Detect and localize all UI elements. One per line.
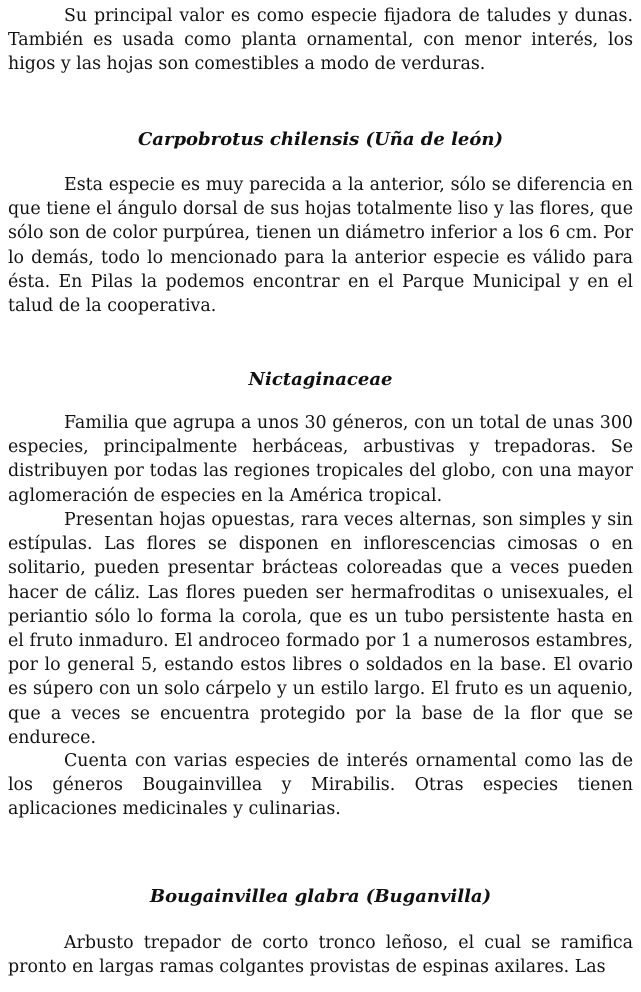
heading-bougainvillea-glabra: Bougainvillea glabra (Buganvilla) — [149, 886, 492, 907]
paragraph-bougainvillea-glabra: Arbusto trepador de corto tronco leñoso, el cual se ramifica pronto en largas ramas colgantes provistas de espinas axilares. Las — [8, 933, 633, 978]
paragraph-nictaginaceae-description: Presentan hojas opuestas, rara veces alternas, son simples y sin estípulas. Las flores se disponen en inflorescencias cimosas o en solitario, pueden presentar brácteas coloreadas que a veces pueden hacer de cáliz. Las flores pueden ser hermafroditas o unisexuales, el periantio sólo lo forma la corola, que es un tubo persistente hasta en el fruto inmaduro. El androceo formado por 1 a numerosos estambres, por lo general 5, estando estos libres o soldados en la base. El ovario es súpero con un solo cárpelo y un estilo largo. El fruto es un aquenio, que a veces se encuentra protegido por la base de la flor que se endurece. — [8, 510, 633, 748]
paragraph-nictaginaceae-intro: Familia que agrupa a unos 30 géneros, con un total de unas 300 especies, principalmente herbáceas, arbustivas y trepadoras. Se distribuyen por todas las regiones tropicales del globo, con una mayor aglomeración de especies en la América tropical. — [8, 413, 633, 506]
paragraph-carpobrotus-chilensis: Esta especie es muy parecida a la anterior, sólo se diferencia en que tiene el ángulo dorsal de sus hojas totalmente liso y las flores, que sólo son de color purpúrea, tienen un diámetro inferior a los 6 cm. Por lo demás, todo lo mencionado para la anterior especie es válido para ésta. En Pilas la podemos encontrar en el Parque Municipal y en el talud de la cooperativa. — [8, 175, 633, 317]
paragraph-intro: Su principal valor es como especie fijadora de taludes y dunas. También es usada como planta ornamental, con menor interés, los higos y las hojas son comestibles a modo de verduras. — [8, 6, 633, 75]
heading-carpobrotus-chilensis: Carpobrotus chilensis (Uña de león) — [137, 129, 503, 150]
paragraph-nictaginaceae-uses: Cuenta con varias especies de interés ornamental como las de los géneros Bougainvillea y Mirabilis. Otras especies tienen aplicaciones medicinales y culinarias. — [8, 751, 633, 820]
heading-nictaginaceae: Nictaginaceae — [248, 369, 393, 390]
